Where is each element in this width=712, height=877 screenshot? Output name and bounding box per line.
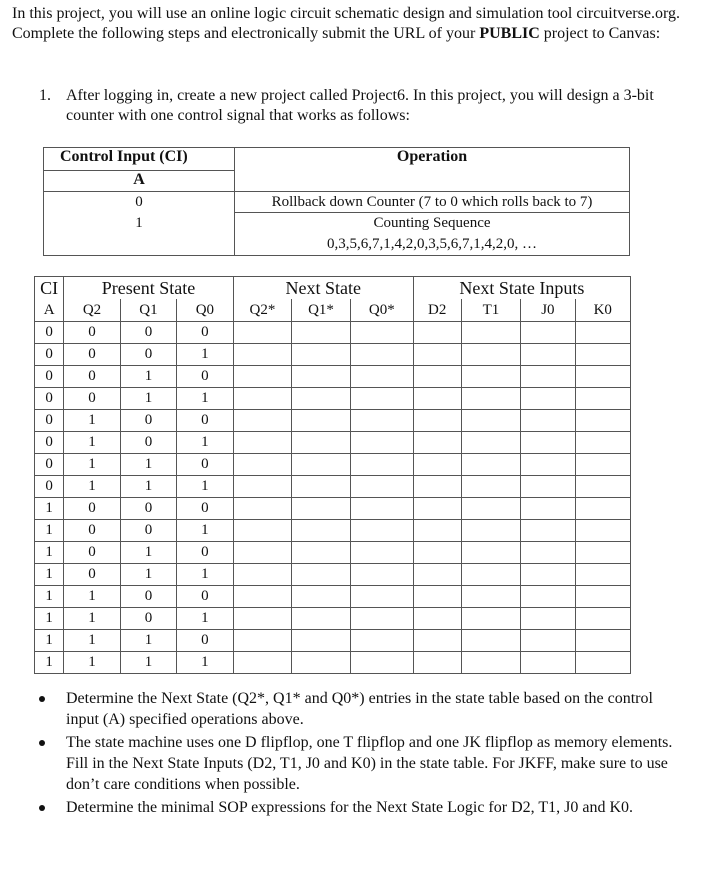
table-cell: 0 bbox=[177, 322, 233, 344]
blank-answer-cell[interactable] bbox=[575, 410, 630, 432]
table-cell: 1 bbox=[120, 476, 176, 498]
blank-answer-cell[interactable] bbox=[575, 630, 630, 652]
table-cell: 1 bbox=[64, 454, 120, 476]
blank-answer-cell[interactable] bbox=[575, 564, 630, 586]
blank-answer-cell[interactable] bbox=[521, 542, 575, 564]
table-cell: 0 bbox=[177, 586, 233, 608]
blank-answer-cell[interactable] bbox=[233, 498, 292, 520]
table-row bbox=[35, 564, 631, 586]
blank-answer-cell[interactable] bbox=[575, 454, 630, 476]
step-text: After logging in, create a new project called Project6. In this project, you will design a 3-bit counter with one control signal that works as follows: bbox=[66, 87, 654, 124]
blank-answer-cell[interactable] bbox=[350, 344, 413, 366]
blank-answer-cell[interactable] bbox=[350, 542, 413, 564]
table-cell: 1 bbox=[35, 542, 64, 564]
blank-answer-cell[interactable] bbox=[521, 586, 575, 608]
table-cell: 1 bbox=[177, 652, 233, 674]
blank-answer-cell[interactable] bbox=[233, 652, 292, 674]
blank-answer-cell[interactable] bbox=[292, 410, 351, 432]
control-input-1: 1 bbox=[44, 213, 235, 256]
ci-group-header: CI bbox=[35, 277, 64, 300]
blank-answer-cell[interactable] bbox=[350, 520, 413, 542]
intro-text-end: project to Canvas: bbox=[539, 25, 661, 42]
table-cell: 1 bbox=[35, 608, 64, 630]
table-row bbox=[35, 498, 631, 520]
blank-answer-cell[interactable] bbox=[292, 608, 351, 630]
column-header-row bbox=[35, 299, 631, 322]
blank-answer-cell[interactable] bbox=[413, 520, 461, 542]
table-cell: 0 bbox=[177, 366, 233, 388]
blank-answer-cell[interactable] bbox=[413, 388, 461, 410]
blank-answer-cell[interactable] bbox=[461, 454, 521, 476]
column-header: K0 bbox=[575, 299, 630, 322]
bullet-item: Determine the minimal SOP expressions for the Next State Logic for D2, T1, J0 and K0. bbox=[36, 797, 676, 818]
blank-answer-cell[interactable] bbox=[233, 388, 292, 410]
table-cell: 0 bbox=[35, 388, 64, 410]
blank-answer-cell[interactable] bbox=[461, 542, 521, 564]
blank-answer-cell[interactable] bbox=[233, 344, 292, 366]
blank-answer-cell[interactable] bbox=[413, 652, 461, 674]
column-header: Q1* bbox=[292, 299, 351, 322]
blank-answer-cell[interactable] bbox=[521, 344, 575, 366]
table-cell: 0 bbox=[35, 322, 64, 344]
table-row bbox=[35, 476, 631, 498]
operation-0: Rollback down Counter (7 to 0 which rolls back to 7) bbox=[235, 192, 630, 213]
blank-answer-cell[interactable] bbox=[461, 432, 521, 454]
table-cell: 1 bbox=[64, 630, 120, 652]
table-cell: 1 bbox=[35, 586, 64, 608]
blank-answer-cell[interactable] bbox=[350, 322, 413, 344]
table-cell: 1 bbox=[64, 608, 120, 630]
table-cell: 1 bbox=[35, 564, 64, 586]
blank-answer-cell[interactable] bbox=[292, 432, 351, 454]
intro-paragraph bbox=[12, 4, 702, 44]
blank-answer-cell[interactable] bbox=[350, 564, 413, 586]
blank-answer-cell[interactable] bbox=[413, 564, 461, 586]
blank-answer-cell[interactable] bbox=[413, 366, 461, 388]
table-cell: 0 bbox=[120, 410, 176, 432]
table-cell: 0 bbox=[120, 432, 176, 454]
bullet-item: The state machine uses one D flipflop, one T flipflop and one JK flipflop as memory elements. Fill in the Next State Inputs (D2, T1, J0 and K0) in the state table. For JKFF, make sure to use don’t care conditions when possible. bbox=[36, 732, 676, 795]
table-cell: 1 bbox=[177, 476, 233, 498]
table-cell: 0 bbox=[177, 454, 233, 476]
blank-answer-cell[interactable] bbox=[350, 410, 413, 432]
blank-answer-cell[interactable] bbox=[292, 476, 351, 498]
control-input-subheader: A bbox=[44, 171, 235, 192]
intro-text: In this project, you will use an online logic circuit schematic design and simulation tool circuitverse.org. Complete the following steps and electronically submit the URL of your bbox=[12, 5, 680, 42]
table-cell: 0 bbox=[35, 410, 64, 432]
table-row bbox=[35, 542, 631, 564]
next-state-header: Next State bbox=[233, 277, 413, 300]
intro-bold-public: PUBLIC bbox=[479, 25, 540, 42]
blank-answer-cell[interactable] bbox=[575, 498, 630, 520]
table-cell: 1 bbox=[177, 608, 233, 630]
blank-answer-cell[interactable] bbox=[413, 476, 461, 498]
blank-answer-cell[interactable] bbox=[292, 322, 351, 344]
blank-answer-cell[interactable] bbox=[575, 388, 630, 410]
table-cell: 1 bbox=[177, 388, 233, 410]
table-row bbox=[35, 410, 631, 432]
blank-answer-cell[interactable] bbox=[350, 630, 413, 652]
blank-answer-cell[interactable] bbox=[292, 652, 351, 674]
bullet-item: Determine the Next State (Q2*, Q1* and Q0*) entries in the state table based on the control input (A) specified operations above. bbox=[36, 688, 676, 730]
table-row bbox=[35, 630, 631, 652]
table-cell: 0 bbox=[177, 542, 233, 564]
blank-answer-cell[interactable] bbox=[233, 322, 292, 344]
blank-answer-cell[interactable] bbox=[292, 586, 351, 608]
table-cell: 1 bbox=[120, 542, 176, 564]
blank-answer-cell[interactable] bbox=[575, 322, 630, 344]
bullet-icon bbox=[39, 696, 45, 702]
blank-answer-cell[interactable] bbox=[461, 498, 521, 520]
blank-answer-cell[interactable] bbox=[292, 388, 351, 410]
table-cell: 0 bbox=[35, 366, 64, 388]
next-state-inputs-header: Next State Inputs bbox=[413, 277, 630, 300]
blank-answer-cell[interactable] bbox=[292, 366, 351, 388]
blank-answer-cell[interactable] bbox=[413, 542, 461, 564]
blank-answer-cell[interactable] bbox=[575, 542, 630, 564]
table-row bbox=[35, 454, 631, 476]
state-table bbox=[34, 276, 631, 674]
table-cell: 1 bbox=[35, 520, 64, 542]
table-row bbox=[35, 344, 631, 366]
blank-answer-cell[interactable] bbox=[461, 652, 521, 674]
column-header: Q0 bbox=[177, 299, 233, 322]
table-cell: 0 bbox=[64, 564, 120, 586]
blank-answer-cell[interactable] bbox=[521, 366, 575, 388]
blank-answer-cell[interactable] bbox=[521, 520, 575, 542]
bullet-icon bbox=[39, 740, 45, 746]
control-input-header: Control Input (CI) bbox=[44, 148, 235, 171]
blank-answer-cell[interactable] bbox=[233, 454, 292, 476]
table-row bbox=[35, 520, 631, 542]
column-header: D2 bbox=[413, 299, 461, 322]
table-cell: 1 bbox=[64, 410, 120, 432]
table-cell: 0 bbox=[177, 410, 233, 432]
blank-answer-cell[interactable] bbox=[461, 476, 521, 498]
blank-answer-cell[interactable] bbox=[521, 652, 575, 674]
table-row bbox=[35, 366, 631, 388]
column-header: Q0* bbox=[350, 299, 413, 322]
column-header: Q2* bbox=[233, 299, 292, 322]
column-header: T1 bbox=[461, 299, 521, 322]
column-header: J0 bbox=[521, 299, 575, 322]
control-table bbox=[43, 147, 630, 256]
table-cell: 1 bbox=[120, 454, 176, 476]
blank-answer-cell[interactable] bbox=[521, 476, 575, 498]
table-cell: 1 bbox=[177, 564, 233, 586]
blank-answer-cell[interactable] bbox=[350, 476, 413, 498]
blank-answer-cell[interactable] bbox=[413, 498, 461, 520]
blank-answer-cell[interactable] bbox=[461, 388, 521, 410]
blank-answer-cell[interactable] bbox=[233, 476, 292, 498]
table-cell: 0 bbox=[64, 344, 120, 366]
blank-answer-cell[interactable] bbox=[233, 630, 292, 652]
blank-answer-cell[interactable] bbox=[233, 366, 292, 388]
table-cell: 0 bbox=[120, 608, 176, 630]
table-cell: 1 bbox=[35, 652, 64, 674]
blank-answer-cell[interactable] bbox=[292, 344, 351, 366]
blank-answer-cell[interactable] bbox=[575, 366, 630, 388]
table-cell: 1 bbox=[177, 520, 233, 542]
blank-answer-cell[interactable] bbox=[575, 520, 630, 542]
blank-answer-cell[interactable] bbox=[521, 498, 575, 520]
table-row bbox=[35, 652, 631, 674]
table-cell: 0 bbox=[120, 498, 176, 520]
blank-answer-cell[interactable] bbox=[521, 630, 575, 652]
blank-answer-cell[interactable] bbox=[350, 432, 413, 454]
table-cell: 1 bbox=[177, 344, 233, 366]
blank-answer-cell[interactable] bbox=[521, 432, 575, 454]
table-cell: 1 bbox=[120, 366, 176, 388]
column-header: Q1 bbox=[120, 299, 176, 322]
blank-answer-cell[interactable] bbox=[521, 564, 575, 586]
blank-answer-cell[interactable] bbox=[461, 410, 521, 432]
blank-answer-cell[interactable] bbox=[350, 586, 413, 608]
blank-answer-cell[interactable] bbox=[292, 564, 351, 586]
table-cell: 1 bbox=[177, 432, 233, 454]
blank-answer-cell[interactable] bbox=[461, 366, 521, 388]
table-cell: 0 bbox=[35, 432, 64, 454]
table-cell: 0 bbox=[120, 344, 176, 366]
table-cell: 0 bbox=[177, 498, 233, 520]
blank-answer-cell[interactable] bbox=[575, 344, 630, 366]
table-cell: 1 bbox=[64, 586, 120, 608]
blank-answer-cell[interactable] bbox=[521, 608, 575, 630]
blank-answer-cell[interactable] bbox=[233, 542, 292, 564]
blank-answer-cell[interactable] bbox=[350, 388, 413, 410]
counting-sequence: 0,3,5,6,7,1,4,2,0,3,5,6,7,1,4,2,0, … bbox=[327, 236, 537, 252]
table-cell: 1 bbox=[35, 498, 64, 520]
table-cell: 1 bbox=[120, 388, 176, 410]
blank-answer-cell[interactable] bbox=[233, 564, 292, 586]
blank-answer-cell[interactable] bbox=[233, 586, 292, 608]
table-cell: 0 bbox=[64, 542, 120, 564]
blank-answer-cell[interactable] bbox=[413, 454, 461, 476]
blank-answer-cell[interactable] bbox=[292, 630, 351, 652]
blank-answer-cell[interactable] bbox=[461, 322, 521, 344]
table-cell: 0 bbox=[120, 322, 176, 344]
blank-answer-cell[interactable] bbox=[292, 542, 351, 564]
present-state-header: Present State bbox=[64, 277, 233, 300]
blank-answer-cell[interactable] bbox=[413, 608, 461, 630]
table-cell: 1 bbox=[35, 630, 64, 652]
table-cell: 1 bbox=[120, 564, 176, 586]
blank-answer-cell[interactable] bbox=[413, 630, 461, 652]
blank-answer-cell[interactable] bbox=[413, 344, 461, 366]
blank-answer-cell[interactable] bbox=[350, 652, 413, 674]
blank-answer-cell[interactable] bbox=[350, 454, 413, 476]
table-row bbox=[35, 322, 631, 344]
blank-answer-cell[interactable] bbox=[413, 432, 461, 454]
blank-answer-cell[interactable] bbox=[461, 564, 521, 586]
table-cell: 1 bbox=[64, 476, 120, 498]
counting-sequence-title: Counting Sequence bbox=[373, 215, 491, 231]
table-cell: 1 bbox=[120, 630, 176, 652]
table-cell: 0 bbox=[64, 388, 120, 410]
bullet-list bbox=[36, 688, 676, 820]
blank-answer-cell[interactable] bbox=[233, 410, 292, 432]
blank-answer-cell[interactable] bbox=[461, 520, 521, 542]
bullet-icon bbox=[39, 805, 45, 811]
table-cell: 1 bbox=[120, 652, 176, 674]
blank-answer-cell[interactable] bbox=[413, 322, 461, 344]
table-cell: 1 bbox=[64, 652, 120, 674]
blank-answer-cell[interactable] bbox=[521, 388, 575, 410]
blank-answer-cell[interactable] bbox=[292, 520, 351, 542]
table-cell: 0 bbox=[35, 476, 64, 498]
blank-answer-cell[interactable] bbox=[233, 608, 292, 630]
blank-answer-cell[interactable] bbox=[575, 476, 630, 498]
state-rows bbox=[35, 322, 631, 674]
column-header: Q2 bbox=[64, 299, 120, 322]
control-input-0: 0 bbox=[44, 192, 235, 213]
blank-answer-cell[interactable] bbox=[413, 586, 461, 608]
blank-answer-cell[interactable] bbox=[461, 344, 521, 366]
blank-answer-cell[interactable] bbox=[575, 432, 630, 454]
table-cell: 0 bbox=[120, 520, 176, 542]
step-number: 1. bbox=[39, 87, 51, 104]
table-row bbox=[35, 388, 631, 410]
column-header: A bbox=[35, 299, 64, 322]
table-cell: 0 bbox=[35, 454, 64, 476]
operation-1 bbox=[235, 213, 630, 256]
blank-answer-cell[interactable] bbox=[461, 630, 521, 652]
blank-answer-cell[interactable] bbox=[461, 608, 521, 630]
blank-answer-cell[interactable] bbox=[350, 608, 413, 630]
blank-answer-cell[interactable] bbox=[292, 498, 351, 520]
blank-answer-cell[interactable] bbox=[575, 586, 630, 608]
operation-subheader bbox=[235, 171, 630, 192]
blank-answer-cell[interactable] bbox=[292, 454, 351, 476]
blank-answer-cell[interactable] bbox=[521, 410, 575, 432]
table-cell: 0 bbox=[177, 630, 233, 652]
table-cell: 1 bbox=[64, 432, 120, 454]
blank-answer-cell[interactable] bbox=[521, 454, 575, 476]
table-cell: 0 bbox=[35, 344, 64, 366]
blank-answer-cell[interactable] bbox=[350, 498, 413, 520]
blank-answer-cell[interactable] bbox=[521, 322, 575, 344]
blank-answer-cell[interactable] bbox=[233, 432, 292, 454]
table-cell: 0 bbox=[120, 586, 176, 608]
table-row bbox=[35, 432, 631, 454]
table-cell: 0 bbox=[64, 322, 120, 344]
table-cell: 0 bbox=[64, 520, 120, 542]
blank-answer-cell[interactable] bbox=[575, 652, 630, 674]
blank-answer-cell[interactable] bbox=[413, 410, 461, 432]
blank-answer-cell[interactable] bbox=[233, 520, 292, 542]
table-row bbox=[35, 586, 631, 608]
table-cell: 0 bbox=[64, 366, 120, 388]
operation-header: Operation bbox=[235, 148, 630, 171]
blank-answer-cell[interactable] bbox=[461, 586, 521, 608]
blank-answer-cell[interactable] bbox=[575, 608, 630, 630]
blank-answer-cell[interactable] bbox=[350, 366, 413, 388]
table-cell: 0 bbox=[64, 498, 120, 520]
table-row bbox=[35, 608, 631, 630]
